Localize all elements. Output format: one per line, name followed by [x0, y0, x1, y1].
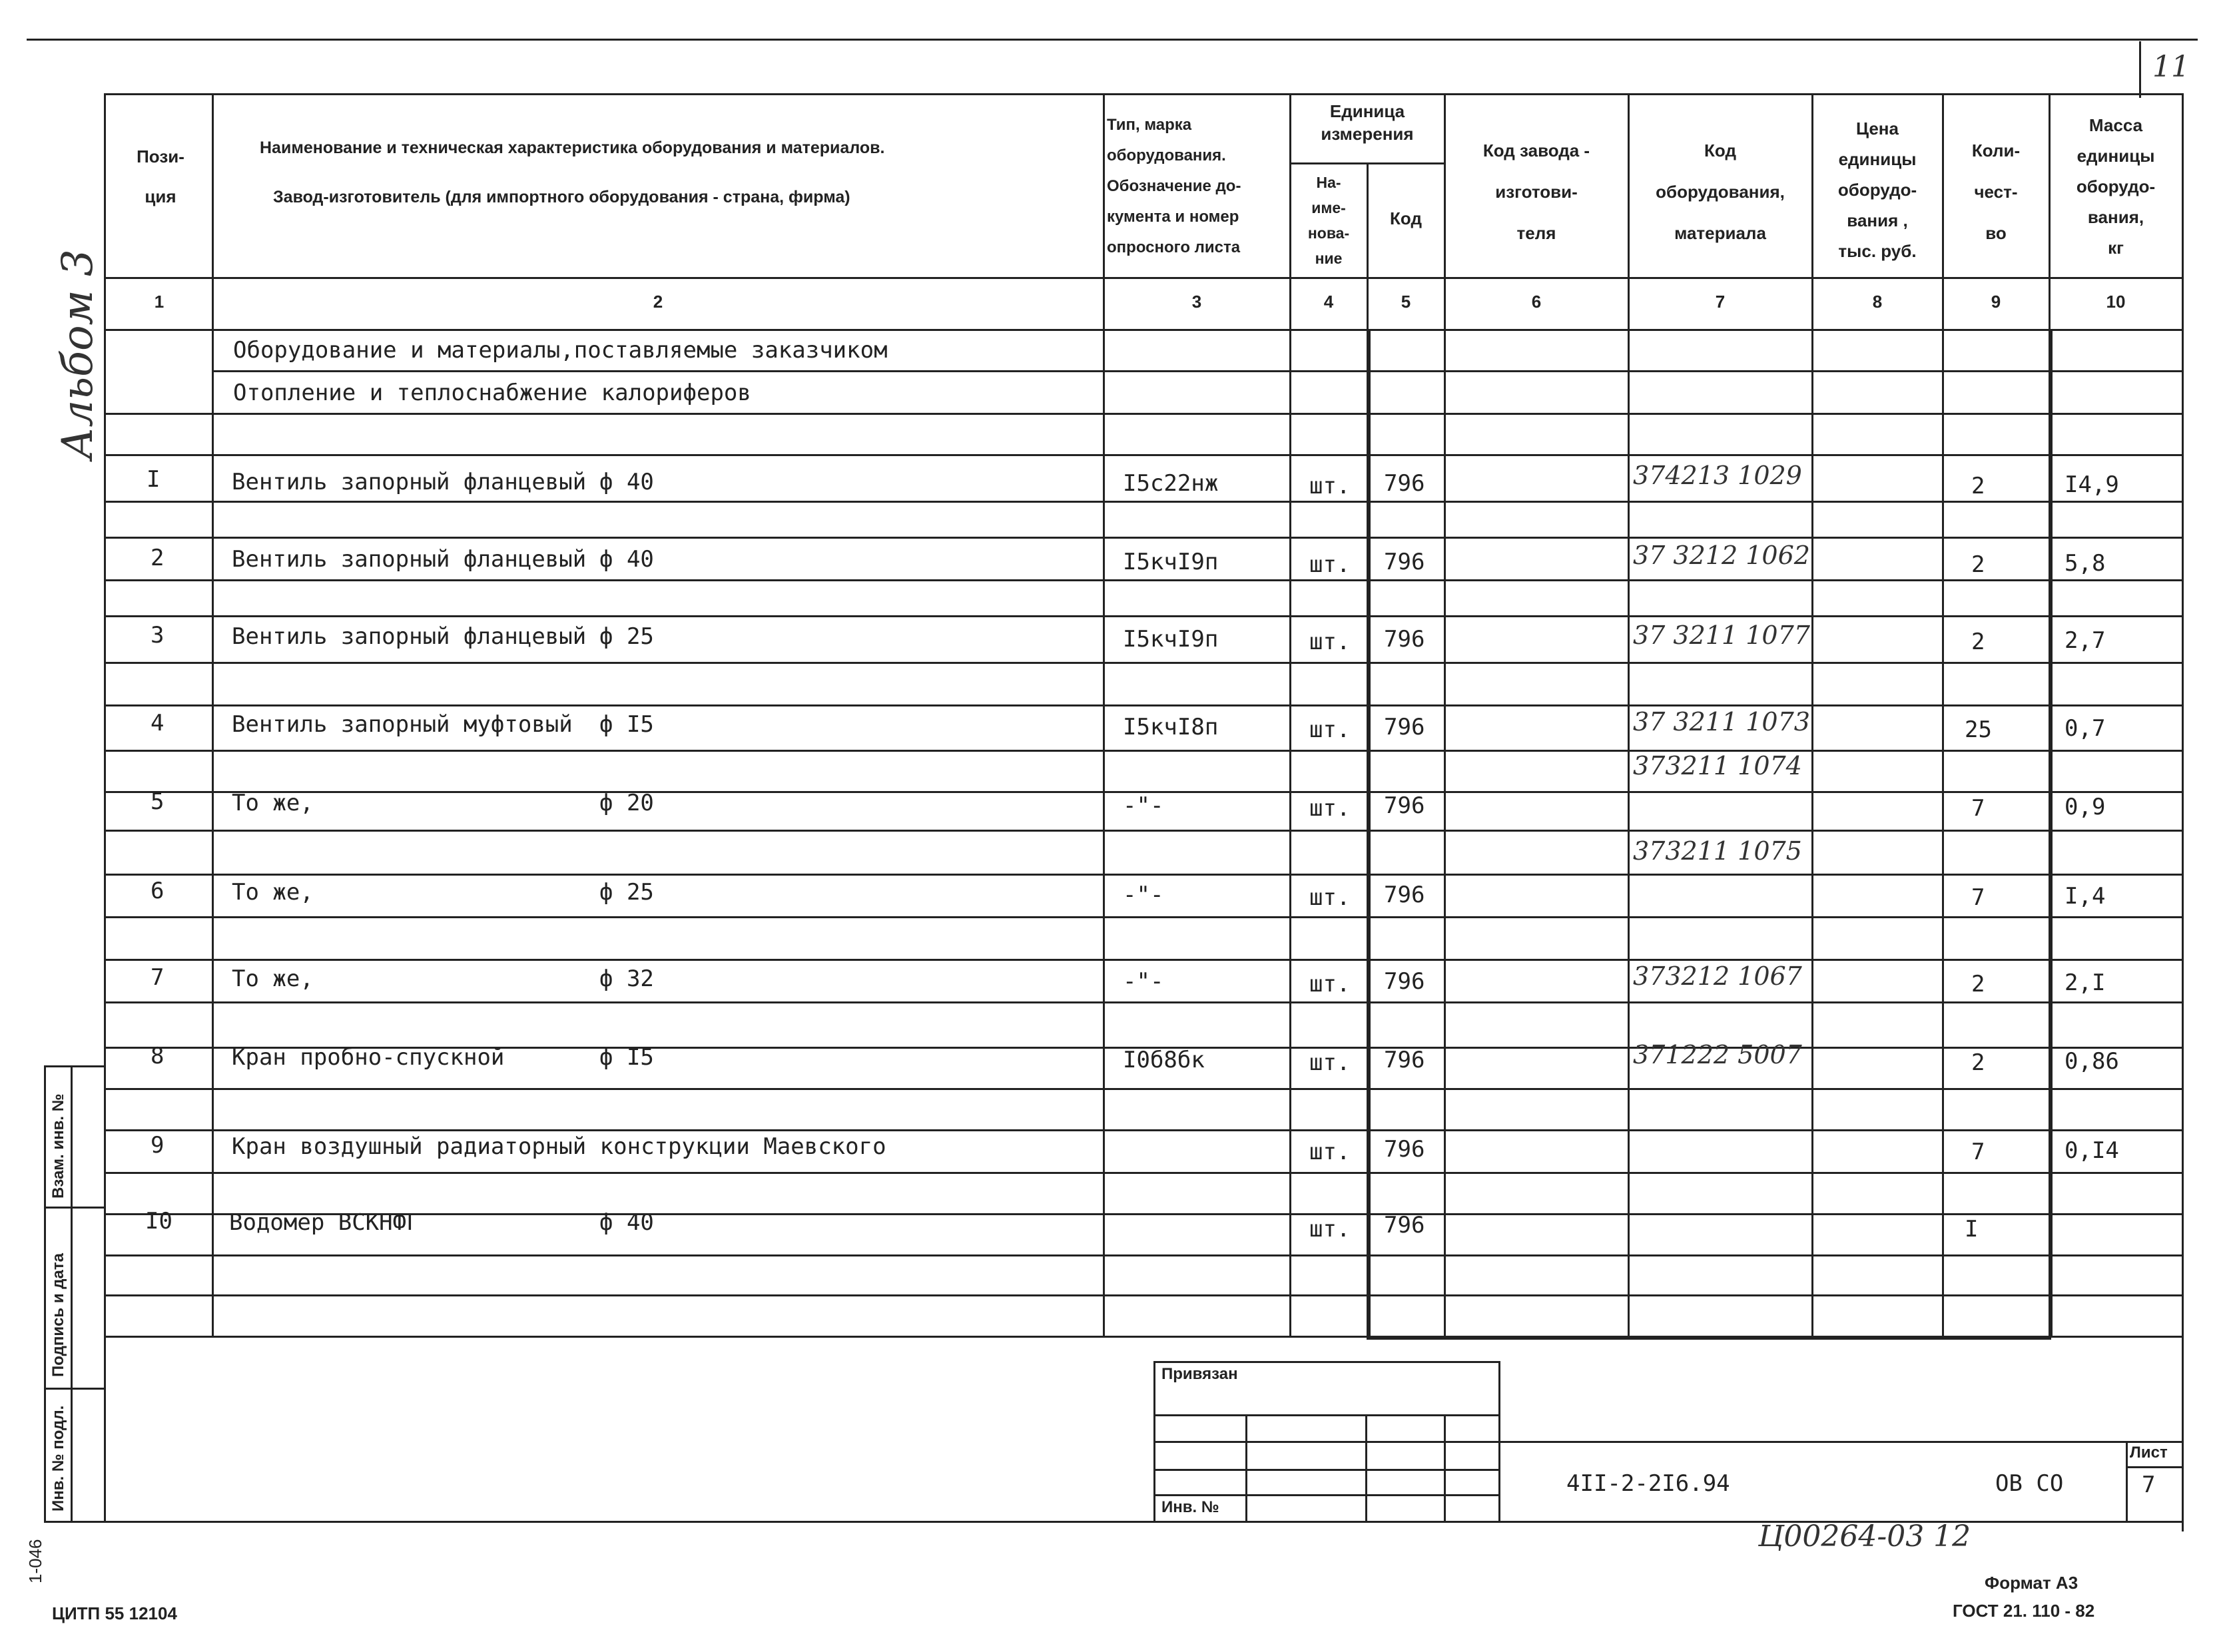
- row-material-code: 37 3211 1077: [1633, 621, 1810, 650]
- col-number: 9: [1991, 292, 2001, 312]
- header-unit-name: На- име- нова- ние: [1307, 174, 1350, 267]
- row-unit-code: 796: [1384, 714, 1425, 740]
- header-position: Пози- ция: [137, 146, 184, 206]
- row-quantity: I: [1965, 1216, 1979, 1242]
- row-position: 9: [151, 1132, 164, 1159]
- col-number: 8: [1872, 292, 1883, 312]
- row-mass: 0,I4: [2065, 1137, 2119, 1164]
- col-number: 5: [1401, 292, 1411, 312]
- privyazan-label: Привязан: [1161, 1365, 1238, 1383]
- row-quantity: 7: [1971, 884, 1985, 911]
- album-label: Альбом 3: [53, 249, 103, 459]
- col-number: 10: [2106, 292, 2126, 312]
- row-quantity: 7: [1971, 795, 1985, 822]
- col-number: 4: [1323, 292, 1334, 312]
- row-quantity: 2: [1971, 629, 1985, 655]
- header-factory-code: Код завода - изготови- теля: [1482, 140, 1590, 243]
- row-unit: шт.: [1309, 971, 1351, 997]
- row-name: Кран воздушный радиаторный конструкции Маевского: [232, 1133, 886, 1160]
- row-name: Вентиль запорный фланцевый: [232, 469, 587, 495]
- row-mass: 0,86: [2065, 1048, 2119, 1075]
- inv-number-label: Инв. №: [1161, 1498, 1219, 1516]
- row-mass: 5,8: [2065, 550, 2106, 577]
- row-mass: 0,7: [2065, 715, 2106, 742]
- header-name-line2: Завод-изготовитель (для импортного оборудования - страна, фирма): [273, 188, 850, 206]
- row-unit: шт.: [1309, 795, 1351, 822]
- row-diameter: ф 32: [599, 965, 654, 992]
- row-name: Водомер ВСКНФГ: [229, 1209, 420, 1236]
- page-box-border: [2139, 41, 2141, 98]
- document-code: 4II-2-2I6.94: [1566, 1470, 1730, 1497]
- page-corner-number: 11: [2152, 50, 2190, 84]
- row-diameter: ф 25: [599, 623, 654, 650]
- row-unit: шт.: [1309, 884, 1351, 911]
- row-unit-code: 796: [1384, 1047, 1425, 1073]
- col-number: 6: [1531, 292, 1542, 312]
- row-name: То же,: [232, 790, 314, 816]
- row-unit: шт.: [1309, 716, 1351, 743]
- row-position: 3: [151, 622, 164, 649]
- row-position: I0: [145, 1208, 172, 1235]
- row-quantity: 2: [1971, 473, 1985, 499]
- row-unit-code: 796: [1384, 1212, 1425, 1239]
- row-type: I5кчI9п: [1123, 549, 1219, 575]
- row-position: I: [147, 466, 160, 493]
- row-position: 5: [151, 788, 164, 815]
- row-unit: шт.: [1309, 1216, 1351, 1242]
- footer-left-code: ЦИТП 55 12104: [52, 1603, 177, 1623]
- row-material-code: 373212 1067: [1633, 962, 1802, 991]
- header-name-line1: Наименование и техническая характеристика оборудования и материалов.: [260, 138, 885, 157]
- row-name: Вентиль запорный муфтовый: [232, 711, 573, 738]
- row-mass: 0,9: [2065, 794, 2106, 820]
- header-type: Тип, марка оборудования. Обозначение до- кумента и номер опросного листа: [1107, 116, 1241, 256]
- row-unit: шт.: [1309, 1139, 1351, 1165]
- row-position: 2: [151, 545, 164, 571]
- col-number: 7: [1715, 292, 1726, 312]
- row-type: I5с22нж: [1123, 470, 1219, 497]
- row-diameter: ф 40: [599, 546, 654, 573]
- row-name: То же,: [232, 879, 314, 906]
- header-quantity: Коли- чест- во: [1971, 140, 2021, 243]
- row-material-code: 371222 5007: [1633, 1040, 1802, 1069]
- row-material-code-extra: 373211 1075: [1633, 836, 1802, 866]
- row-unit-code: 796: [1384, 968, 1425, 995]
- row-mass: 2,7: [2065, 627, 2106, 654]
- row-type: -"-: [1123, 968, 1164, 995]
- row-diameter: ф I5: [599, 1044, 654, 1071]
- header-mass: Масса единицы оборудо- вания, кг: [2076, 115, 2156, 258]
- row-quantity: 2: [1971, 971, 1985, 997]
- side-code: 1-046: [25, 1539, 45, 1583]
- row-quantity: 7: [1971, 1139, 1985, 1165]
- header-unit-group: Единица измерения: [1321, 101, 1414, 144]
- row-unit: шт.: [1309, 551, 1351, 578]
- section-heading: Отопление и теплоснабжение калориферов: [233, 380, 751, 406]
- row-mass: I4,9: [2065, 471, 2119, 498]
- side-stamp-label: Подпись и дата: [49, 1253, 67, 1377]
- row-name: Вентиль запорный фланцевый: [232, 546, 587, 573]
- document-part: ОВ СО: [1995, 1470, 2064, 1497]
- row-name: Кран пробно-спускной: [232, 1044, 505, 1071]
- row-diameter: ф 40: [599, 469, 654, 495]
- row-type: -"-: [1123, 792, 1164, 819]
- top-rule: [27, 39, 2198, 41]
- row-unit-code: 796: [1384, 549, 1425, 575]
- row-diameter: ф 40: [599, 1209, 654, 1236]
- row-type: I0б8бк: [1123, 1047, 1205, 1073]
- header-equipment-code: Код оборудования, материала: [1656, 140, 1785, 243]
- row-quantity: 2: [1971, 1049, 1985, 1076]
- row-type: -"-: [1123, 882, 1164, 908]
- row-material-code: 37 3212 1062: [1633, 541, 1810, 570]
- row-position: 8: [151, 1043, 164, 1069]
- row-position: 6: [151, 878, 164, 904]
- footer-format: Формат А3: [1985, 1573, 2078, 1593]
- row-position: 7: [151, 964, 164, 991]
- section-heading: Оборудование и материалы,поставляемые заказчиком: [233, 337, 888, 364]
- side-stamp-label: Взам. инв. №: [49, 1093, 67, 1199]
- footer-gost: ГОСТ 21. 110 - 82: [1953, 1601, 2095, 1621]
- handwritten-code: Ц00264-03 12: [1758, 1519, 1971, 1553]
- row-mass: 2,I: [2065, 969, 2106, 996]
- row-type: I5кчI9п: [1123, 626, 1219, 653]
- row-position: 4: [151, 710, 164, 736]
- row-mass: I,4: [2065, 883, 2106, 910]
- row-material-code: 374213 1029: [1633, 461, 1802, 490]
- row-unit-code: 796: [1384, 1136, 1425, 1163]
- row-unit-code: 796: [1384, 470, 1425, 497]
- sheet-label: Лист: [2130, 1444, 2168, 1462]
- row-name: То же,: [232, 965, 314, 992]
- col-number: 1: [154, 292, 164, 312]
- row-unit: шт.: [1309, 473, 1351, 499]
- row-unit-code: 796: [1384, 626, 1425, 653]
- row-diameter: ф 25: [599, 879, 654, 906]
- row-unit: шт.: [1309, 629, 1351, 655]
- row-material-code-extra: 373211 1074: [1633, 751, 1802, 780]
- row-unit-code: 796: [1384, 882, 1425, 908]
- row-name: Вентиль запорный фланцевый: [232, 623, 587, 650]
- sheet-number: 7: [2142, 1472, 2156, 1498]
- row-unit-code: 796: [1384, 792, 1425, 819]
- row-diameter: ф 20: [599, 790, 654, 816]
- side-stamp-label: Инв. № подл.: [49, 1405, 67, 1512]
- row-unit: шт.: [1309, 1049, 1351, 1076]
- row-diameter: ф I5: [599, 711, 654, 738]
- row-quantity: 25: [1965, 716, 1992, 743]
- row-quantity: 2: [1971, 551, 1985, 578]
- col-number: 3: [1191, 292, 1202, 312]
- header-price: Цена единицы оборудо- вания , тыс. руб.: [1837, 119, 1917, 261]
- row-material-code: 37 3211 1073: [1633, 707, 1810, 736]
- row-type: I5кчI8п: [1123, 714, 1219, 740]
- col-number: 2: [653, 292, 663, 312]
- header-unit-code: Код: [1390, 208, 1422, 228]
